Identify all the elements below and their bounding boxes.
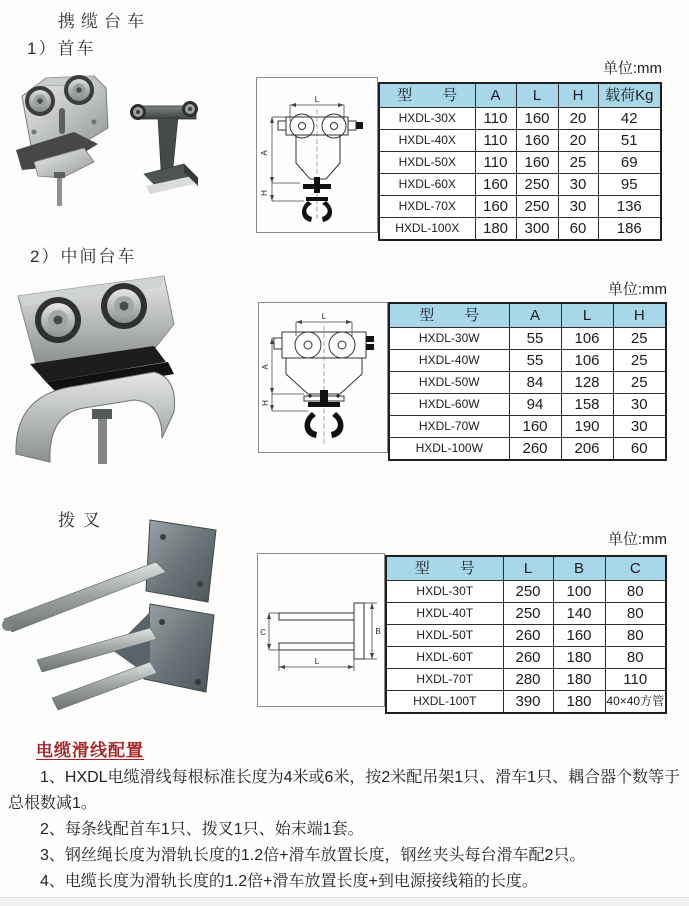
- table-row: [389, 328, 666, 350]
- value-cell: 30: [613, 394, 666, 416]
- head-trolley-spec-table: [378, 82, 662, 241]
- table-row: [379, 108, 661, 130]
- fork-double: [37, 604, 214, 710]
- value-cell: 69: [598, 152, 661, 174]
- roller-left: [25, 86, 55, 116]
- value-cell: 95: [598, 174, 661, 196]
- column-header-b: B: [553, 556, 605, 581]
- table-row: [386, 581, 666, 603]
- table-row: [389, 394, 666, 416]
- roller-right: [101, 283, 147, 329]
- value-cell: 128: [561, 372, 613, 394]
- value-cell: 20: [558, 108, 598, 130]
- model-cell: HXDL-70T: [386, 669, 503, 691]
- value-cell: 160: [516, 152, 558, 174]
- note-item-3: 3、钢丝绳长度为滑轨长度的1.2倍+滑车放置长度，钢丝夹头每台滑车配2只。: [40, 847, 586, 864]
- value-cell: 160: [475, 196, 516, 218]
- model-cell: HXDL-100X: [379, 218, 475, 241]
- table-header-row: [379, 83, 661, 108]
- value-cell: 30: [558, 196, 598, 218]
- model-cell: HXDL-60X: [379, 174, 475, 196]
- column-header-model: 型 号: [379, 83, 475, 108]
- value-cell: 260: [509, 438, 561, 461]
- dim-label-L: L: [314, 95, 320, 104]
- value-cell: 280: [503, 669, 553, 691]
- value-cell: 140: [553, 603, 605, 625]
- model-cell: HXDL-30X: [379, 108, 475, 130]
- model-cell: HXDL-60W: [389, 394, 509, 416]
- config-notes: [8, 736, 684, 895]
- notes-heading: 电缆滑线配置: [36, 741, 144, 760]
- unit-label-section1: 单位:mm: [602, 60, 662, 77]
- column-header-h: H: [613, 303, 666, 328]
- value-cell: 160: [516, 108, 558, 130]
- table-row: [386, 625, 666, 647]
- column-header-c: C: [605, 556, 666, 581]
- value-cell: 60: [558, 218, 598, 241]
- value-cell: 180: [553, 669, 605, 691]
- model-cell: HXDL-40T: [386, 603, 503, 625]
- middle-trolley-diagram: [258, 302, 388, 453]
- value-cell: 158: [561, 394, 613, 416]
- model-cell: HXDL-30T: [386, 581, 503, 603]
- roller-right: [64, 75, 94, 105]
- value-cell: 160: [553, 625, 605, 647]
- column-header-l: L: [503, 556, 553, 581]
- rail-clip-mark: [356, 122, 363, 129]
- model-cell: HXDL-30W: [389, 328, 509, 350]
- dim-label-H: H: [261, 400, 270, 406]
- section2-heading: 2）中间台车: [30, 247, 137, 266]
- head-trolley-bracket-photo: [126, 86, 210, 208]
- model-cell: HXDL-60T: [386, 647, 503, 669]
- table-row: [386, 603, 666, 625]
- shift-fork-spec-table: [385, 555, 667, 714]
- value-cell: 25: [613, 372, 666, 394]
- column-header-l: L: [561, 303, 613, 328]
- dim-label-L: L: [321, 312, 327, 321]
- note-item-2: 2、每条线配首车1只、拨叉1只、始末端1套。: [40, 821, 364, 838]
- value-cell: 100: [553, 581, 605, 603]
- model-cell: HXDL-50X: [379, 152, 475, 174]
- table-row: [379, 196, 661, 218]
- value-cell: 84: [509, 372, 561, 394]
- value-cell: 25: [613, 328, 666, 350]
- value-cell: 250: [516, 174, 558, 196]
- model-cell: HXDL-70W: [389, 416, 509, 438]
- value-cell: 80: [605, 581, 666, 603]
- value-cell: 55: [509, 350, 561, 372]
- value-cell: 80: [605, 647, 666, 669]
- dim-label-A: A: [260, 150, 269, 156]
- section1-heading: 1）首车: [27, 39, 96, 58]
- table-row: [389, 438, 666, 461]
- value-cell: 106: [561, 328, 613, 350]
- column-header-a: A: [475, 83, 516, 108]
- head-trolley-photo: [4, 66, 126, 218]
- model-cell: HXDL-50W: [389, 372, 509, 394]
- table-row: [389, 372, 666, 394]
- table-header-row: [386, 556, 666, 581]
- value-cell: 106: [561, 350, 613, 372]
- value-cell: 80: [605, 603, 666, 625]
- roller-right: [182, 101, 198, 117]
- dim-label-C: C: [260, 628, 266, 637]
- value-cell: 110: [475, 130, 516, 152]
- column-header-model: 型 号: [386, 556, 503, 581]
- table-row: [379, 174, 661, 196]
- model-cell: HXDL-100T: [386, 691, 503, 714]
- value-cell: 180: [553, 647, 605, 669]
- value-cell: 110: [605, 669, 666, 691]
- unit-label-section2: 单位:mm: [607, 281, 667, 298]
- value-cell: 25: [558, 152, 598, 174]
- value-cell: 180: [475, 218, 516, 241]
- page-title: 携缆台车: [58, 12, 150, 31]
- column-header-a: A: [509, 303, 561, 328]
- column-header-h: H: [558, 83, 598, 108]
- dim-label-A: A: [261, 364, 270, 370]
- value-cell: 94: [509, 394, 561, 416]
- section3-heading: 拨叉: [58, 511, 108, 530]
- value-cell: 250: [516, 196, 558, 218]
- column-header-model: 型 号: [389, 303, 509, 328]
- value-cell: 190: [561, 416, 613, 438]
- value-cell: 186: [598, 218, 661, 241]
- dim-label-L: L: [314, 657, 320, 666]
- table-row: [379, 130, 661, 152]
- value-cell: 300: [516, 218, 558, 241]
- value-cell: 25: [613, 350, 666, 372]
- table-row: [389, 350, 666, 372]
- dim-label-H: H: [260, 190, 269, 196]
- value-cell: 250: [503, 603, 553, 625]
- value-cell: 110: [475, 108, 516, 130]
- table-row: [379, 152, 661, 174]
- roller-left: [130, 104, 146, 120]
- table-row: [379, 218, 661, 241]
- note-item-4: 4、电缆长度为滑轨长度的1.2倍+滑车放置长度+到电源接线箱的长度。: [40, 873, 538, 890]
- value-cell: 42: [598, 108, 661, 130]
- table-header-row: [389, 303, 666, 328]
- shift-fork-diagram: [257, 553, 385, 707]
- value-cell: 20: [558, 130, 598, 152]
- value-cell: 60: [613, 438, 666, 461]
- middle-trolley-spec-table: [388, 302, 667, 461]
- unit-label-section3: 单位:mm: [607, 531, 667, 548]
- model-cell: HXDL-70X: [379, 196, 475, 218]
- dim-label-B: B: [375, 627, 381, 636]
- value-cell: 30: [558, 174, 598, 196]
- table-row: [386, 669, 666, 691]
- value-cell: 30: [613, 416, 666, 438]
- value-cell: 55: [509, 328, 561, 350]
- middle-trolley-photo: [2, 266, 184, 490]
- value-cell: 160: [475, 174, 516, 196]
- head-trolley-diagram: [256, 77, 378, 233]
- value-cell: 260: [503, 647, 553, 669]
- value-cell: 260: [503, 625, 553, 647]
- page-bottom-margin: [0, 897, 689, 906]
- model-cell: HXDL-40X: [379, 130, 475, 152]
- model-cell: HXDL-40W: [389, 350, 509, 372]
- value-cell: 250: [503, 581, 553, 603]
- note-item-1: 1、HXDL电缆滑线每根标准长度为4米或6米，按2米配吊架1只、滑车1只、耦合器个数等于总根数减1。: [8, 769, 681, 812]
- value-cell: 40×40方管: [605, 691, 666, 714]
- column-header-load: 载荷Kg: [598, 83, 661, 108]
- value-cell: 136: [598, 196, 661, 218]
- value-cell: 390: [503, 691, 553, 714]
- table-row: [386, 647, 666, 669]
- value-cell: 160: [516, 130, 558, 152]
- model-cell: HXDL-50T: [386, 625, 503, 647]
- roller-left: [35, 297, 81, 343]
- value-cell: 51: [598, 130, 661, 152]
- shift-fork-photo: [0, 512, 232, 722]
- column-header-l: L: [516, 83, 558, 108]
- value-cell: 110: [475, 152, 516, 174]
- table-row: [386, 691, 666, 714]
- value-cell: 80: [605, 625, 666, 647]
- value-cell: 180: [553, 691, 605, 714]
- model-cell: HXDL-100W: [389, 438, 509, 461]
- table-row: [389, 416, 666, 438]
- value-cell: 206: [561, 438, 613, 461]
- value-cell: 160: [509, 416, 561, 438]
